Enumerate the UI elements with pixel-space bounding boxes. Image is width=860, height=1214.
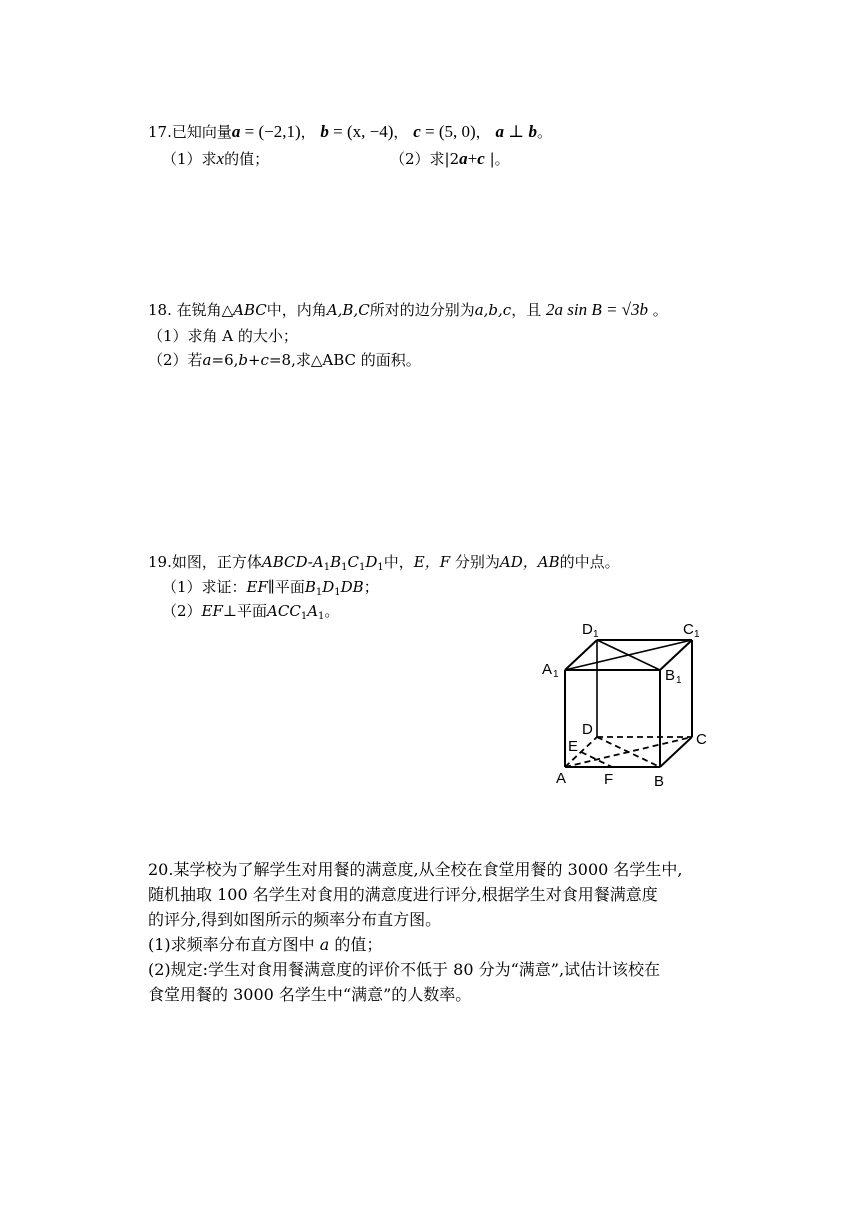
svg-text:1: 1 <box>553 669 559 680</box>
label-a1: A <box>542 661 553 678</box>
q20-line3: 的评分,得到如图所示的频率分布直方图。 <box>148 910 442 929</box>
vector-a-value: = (−2,1) <box>240 122 301 141</box>
q17-stem: 17.已知向量a = (−2,1)， b = (x, −4)， c = (5, 0)， a ⊥ b。 <box>148 122 552 141</box>
q20-line1: 20.某学校为了解学生对用餐的满意度,从全校在食堂用餐的 3000 名学生中, <box>148 860 683 879</box>
label-f: F <box>604 771 614 788</box>
label-c: C <box>696 731 707 748</box>
q18-stem: 18. 在锐角△ABC中，内角A,B,C所对的边分别为a,b,c，且 2a sin B = √3b 。 <box>148 300 668 319</box>
diagonal-d1-b1 <box>597 640 660 670</box>
svg-text:1: 1 <box>593 629 599 640</box>
q17-part2: （2）求|2a+c |。 <box>390 149 510 168</box>
q20-line4: (1)求频率分布直方图中 a 的值； <box>148 935 383 954</box>
label-d1: D <box>582 621 593 638</box>
svg-text:1: 1 <box>676 675 682 686</box>
vector-b-value: = (x, −4) <box>328 122 394 141</box>
label-d: D <box>582 721 593 738</box>
vector-a: a <box>231 122 241 141</box>
hidden-diagonal-d-b <box>597 737 660 767</box>
label-c1: C <box>683 621 694 638</box>
q20-line5: (2)规定:学生对食用餐满意度的评价不低于 80 分为“满意”,试估计该校在 <box>148 960 661 979</box>
q17-prefix: 17.已知向量 <box>148 123 232 141</box>
q20-line2: 随机抽取 100 名学生对食用的满意度进行评分,根据学生对食用餐满意度 <box>148 885 658 904</box>
vector-c: c <box>413 122 421 141</box>
label-b: B <box>654 773 665 790</box>
q17-part1: （1）求x的值； <box>162 149 270 168</box>
label-e: E <box>568 738 579 755</box>
svg-text:1: 1 <box>694 629 700 640</box>
q20-line6: 食堂用餐的 3000 名学生中“满意”的人数率。 <box>148 985 472 1004</box>
q18-part2: （2）若a=6,b+c=8,求△ABC 的面积。 <box>148 351 421 369</box>
q19-part1: （1）求证：EF∥平面$B_1D_1DB$； <box>162 578 379 598</box>
q18-equation: 2a sin B = √3b <box>545 300 649 319</box>
perpendicular-symbol: ⊥ <box>503 122 529 141</box>
q19-stem: 19.如图，正方体ABCD-$A_1B_1C_1D_1$中，E，F 分别为AD，AB的中点。 <box>148 553 620 573</box>
label-b1: B <box>665 667 676 684</box>
vector-c-value: = (5, 0) <box>420 122 476 141</box>
q19-part2: （2）EF⊥平面$ACC_1A_1$。 <box>162 602 340 622</box>
label-a: A <box>556 770 567 787</box>
cube-figure <box>520 612 720 792</box>
q18-part1: （1）求角 A 的大小； <box>148 327 298 345</box>
vector-b: b <box>320 122 329 141</box>
